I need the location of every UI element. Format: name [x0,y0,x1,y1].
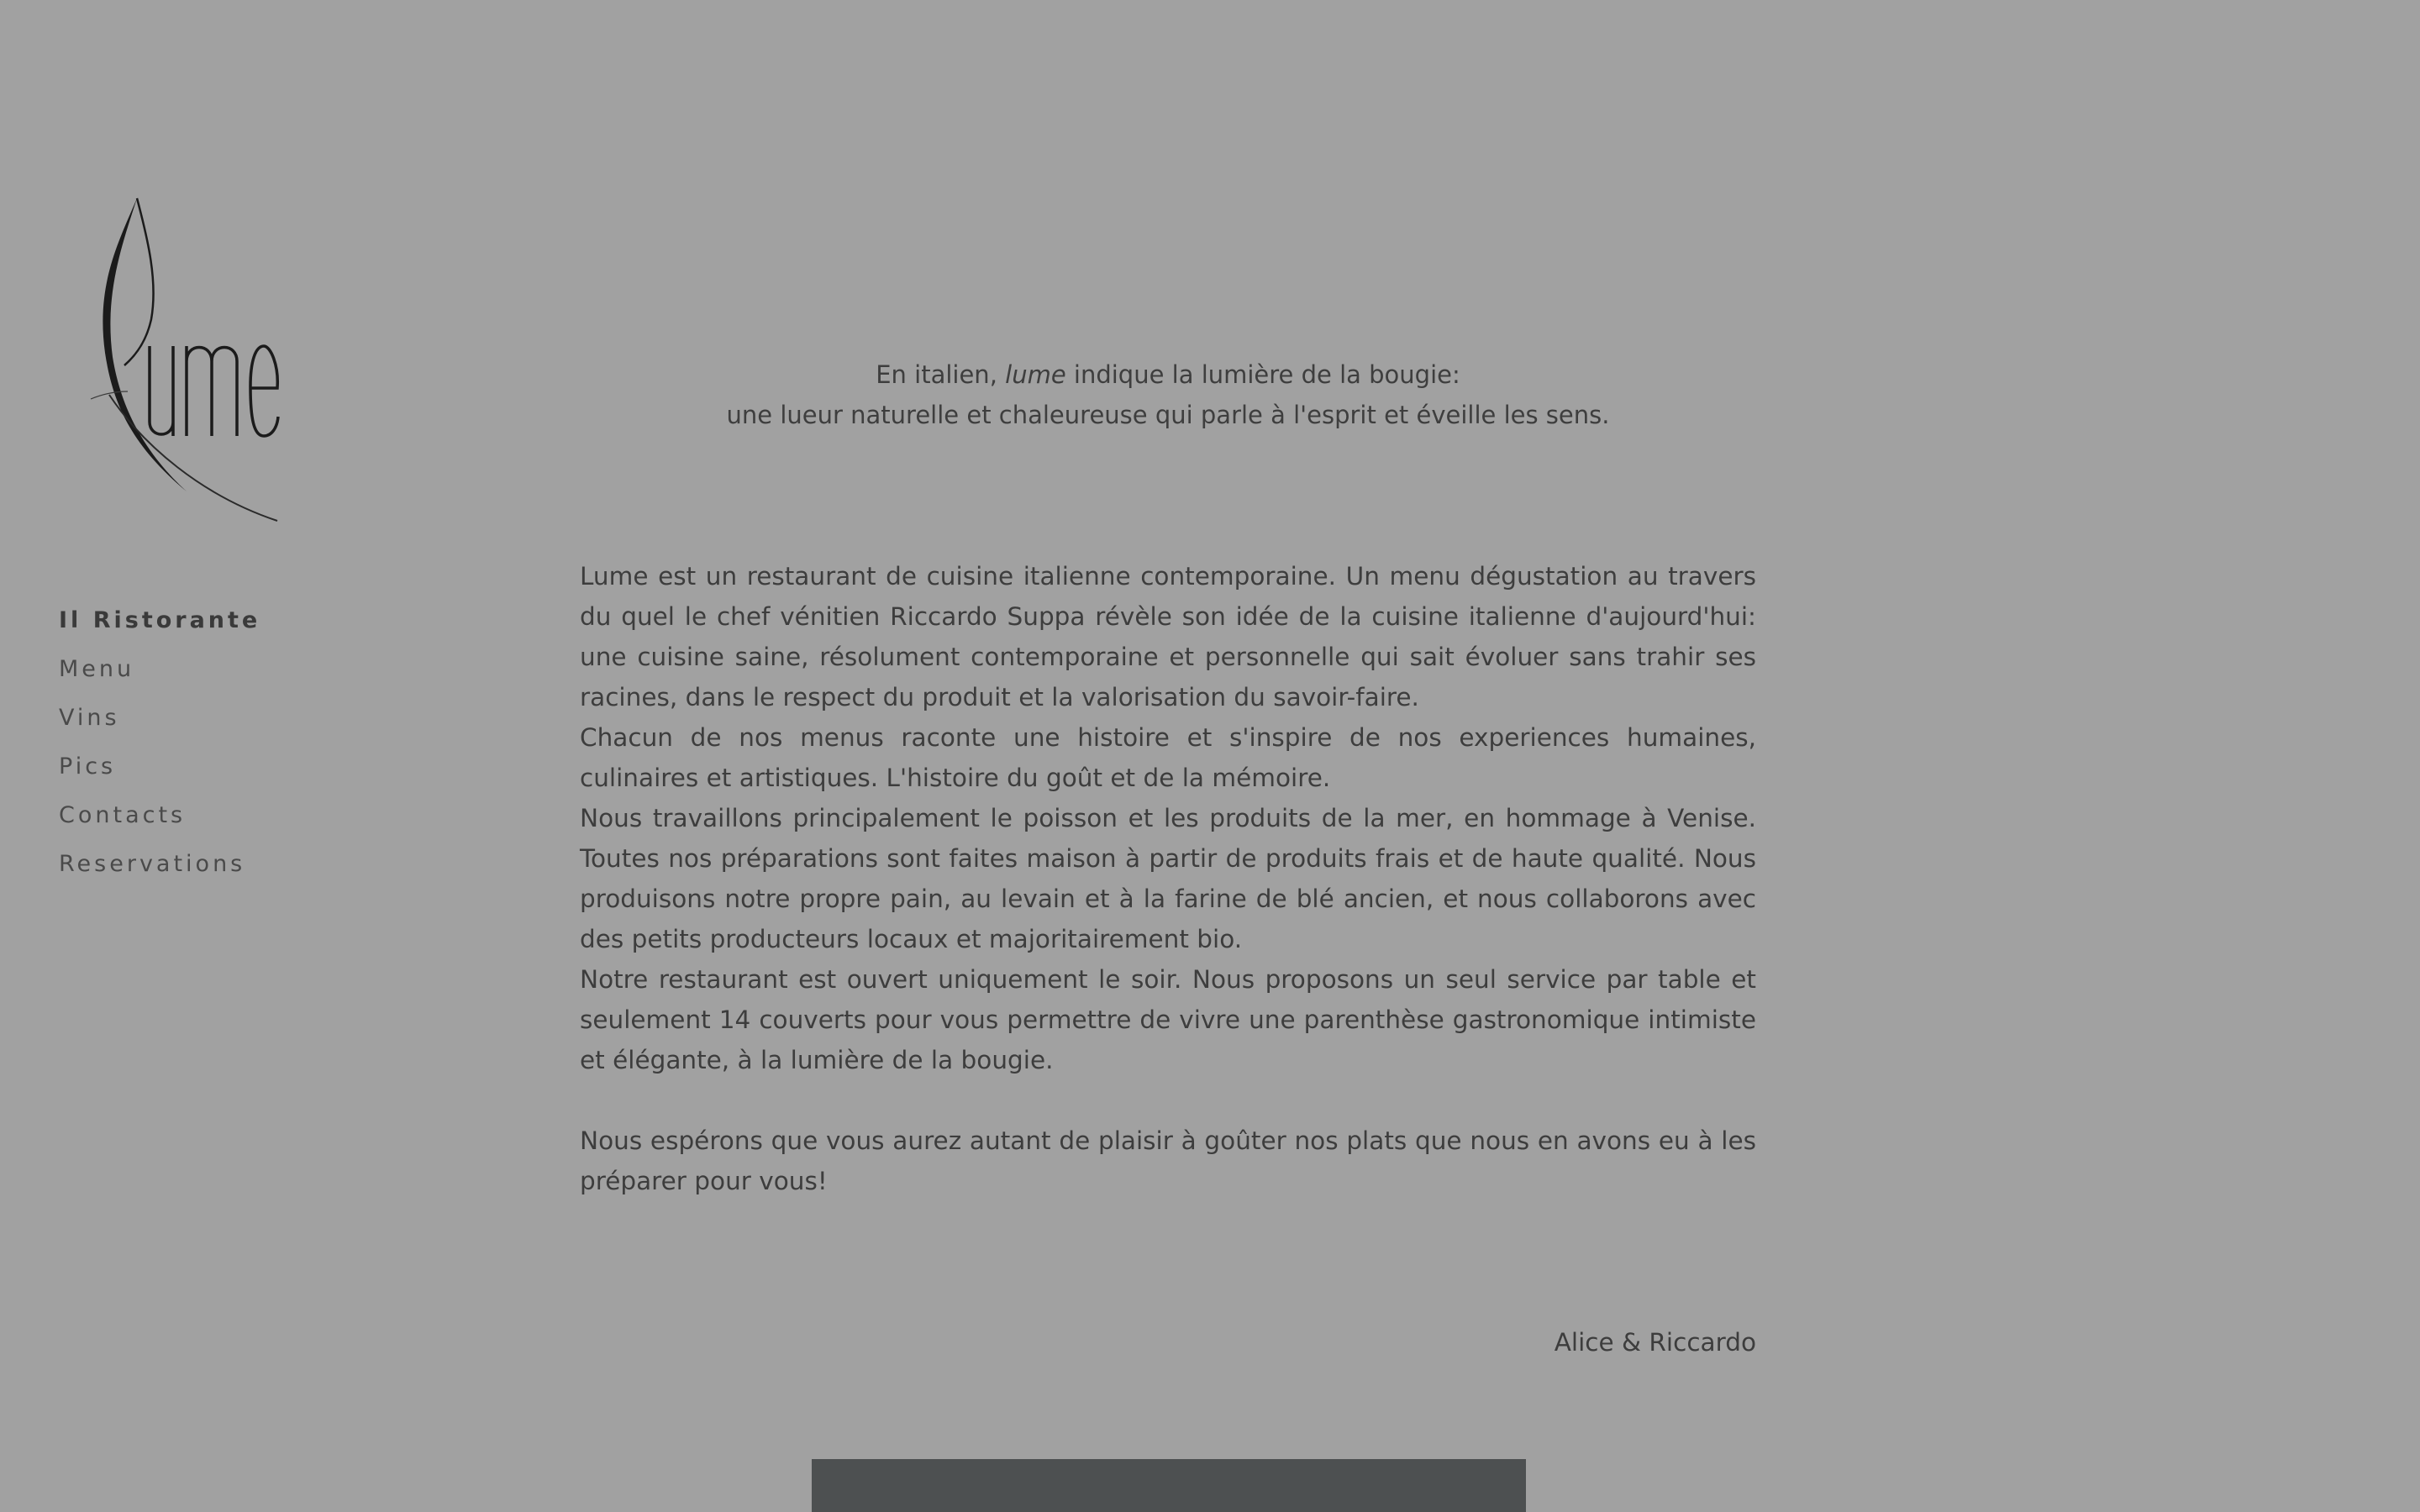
description-paragraph: Notre restaurant est ouvert uniquement le soir. Nous proposons un seul service par table et seulement 14 couverts pour vous permettre de vivre une parenthèse gastronomique intimiste et élégante, à la lumière de la bougie. [580,965,1756,1074]
description-paragraph: Nous travaillons principalement le poisson et les produits de la mer, en hommage à Venise. Toutes nos préparations sont faites maison à partir de produits frais et de haute qualité. Nous produisons notre propre pain, au levain et à la farine de blé ancien, et nous collaborons avec des petits producteurs locaux et majoritairement bio. [580,804,1756,953]
description-paragraph: Lume est un restaurant de cuisine italienne contemporaine. Un menu dégustation au travers du quel le chef vénitien Riccardo Suppa révèle son idée de la cuisine italienne d'aujourd'hui: une cuisine saine, résolument contemporaine et personnelle qui sait évoluer sans trahir ses racines, dans le respect du produit et la valorisation du savoir-faire. [580,562,1756,711]
tagline-line-2: une lueur naturelle et chaleureuse qui parle à l'esprit et éveille les sens. [726,401,1610,429]
tagline-suffix: indique la lumière de la bougie: [1073,360,1460,389]
nav-item-menu[interactable]: Menu [59,656,135,682]
restaurant-description [580,556,1756,1201]
nav-item-pics[interactable]: Pics [59,753,117,780]
description-paragraph: Chacun de nos menus raconte une histoire et s'inspire de nos experiences humaines, culinaires et artistiques. L'histoire du goût et de la mémoire. [580,723,1756,792]
nav-item-il-ristorante[interactable]: Il Ristorante [59,607,261,633]
nav-item-reservations[interactable]: Reservations [59,851,246,877]
tagline-italic-word: lume [1005,360,1066,389]
tagline [580,354,1756,435]
tagline-line-1 [580,354,1756,395]
description-closing-paragraph: Nous espérons que vous aurez autant de plaisir à goûter nos plats que nous en avons eu à les préparer pour vous! [580,1126,1756,1195]
sidebar-nav [59,596,260,889]
nav-item-vins[interactable]: Vins [59,705,120,731]
nav-item-contacts[interactable]: Contacts [59,802,187,828]
lume-logo[interactable] [84,193,294,529]
tagline-prefix: En italien, [876,360,997,389]
signature: Alice & Riccardo [1554,1328,1756,1357]
lume-logo-mark [84,193,294,529]
bottom-banner [812,1459,1526,1512]
